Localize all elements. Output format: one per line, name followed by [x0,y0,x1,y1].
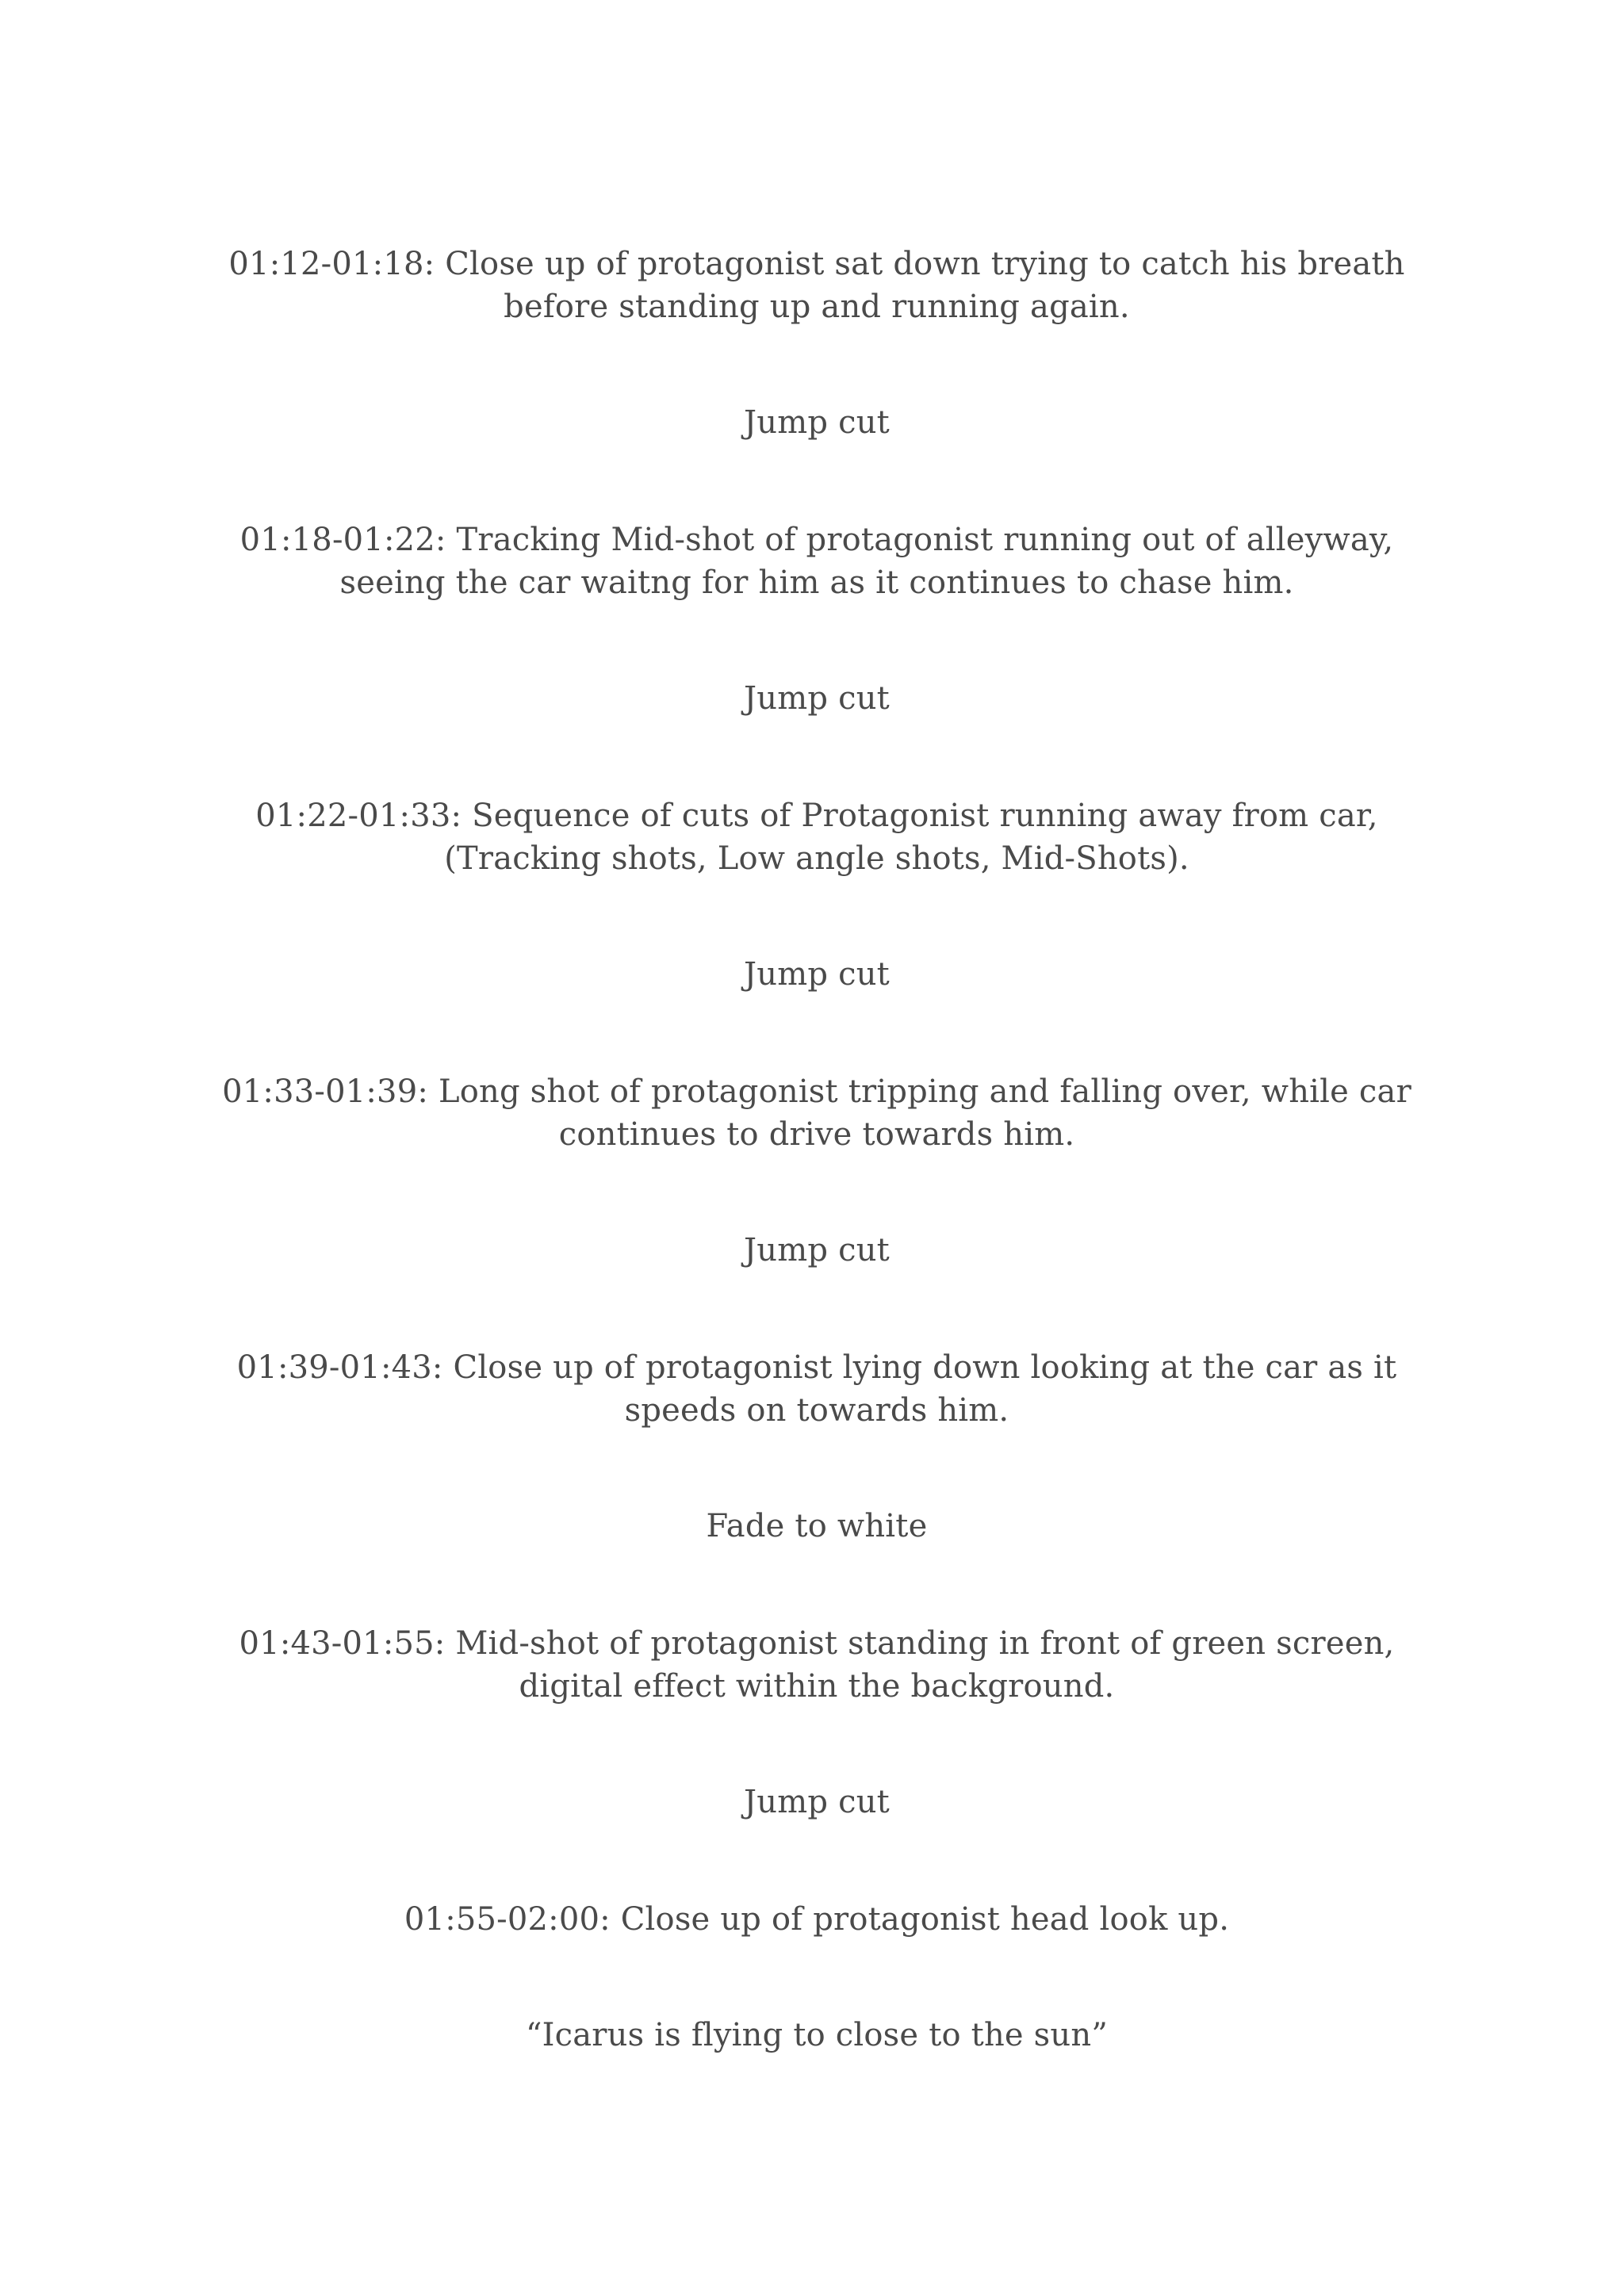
shot-description-line: (Tracking shots, Low angle shots, Mid-Shots). [444,840,1189,877]
shot-description-line: before standing up and running again. [504,289,1130,325]
shot-description-line: continues to drive towards him. [558,1116,1075,1153]
transition-label: Jump cut [744,1784,890,1820]
shot-description-line: 01:33-01:39: Long shot of protagonist tripping and falling over, while car [222,1073,1411,1110]
transition-label: Jump cut [744,1232,890,1269]
transition-label: Jump cut [744,680,890,717]
shot-description-line: digital effect within the background. [519,1668,1115,1705]
shot-description-line: 01:39-01:43: Close up of protagonist lying down looking at the car as it [236,1349,1397,1386]
shot-description-line: 01:22-01:33: Sequence of cuts of Protagonist running away from car, [255,798,1378,834]
shot-description-line: 01:43-01:55: Mid-shot of protagonist standing in front of green screen, [239,1625,1395,1662]
shot-description-line: 01:12-01:18: Close up of protagonist sat down trying to catch his breath [228,246,1405,282]
closing-quote: “Icarus is flying to close to the sun” [526,2017,1108,2053]
shot-description-line: seeing the car waitng for him as it continues to chase him. [339,564,1294,601]
shot-description-line: 01:18-01:22: Tracking Mid-shot of protagonist running out of alleyway, [239,522,1394,558]
transition-label: Fade to white [706,1508,928,1544]
transition-label: Jump cut [744,956,890,993]
shot-description-line: 01:55-02:00: Close up of protagonist head look up. [404,1901,1230,1938]
transition-label: Jump cut [744,404,890,441]
shot-description-line: speeds on towards him. [624,1392,1009,1429]
